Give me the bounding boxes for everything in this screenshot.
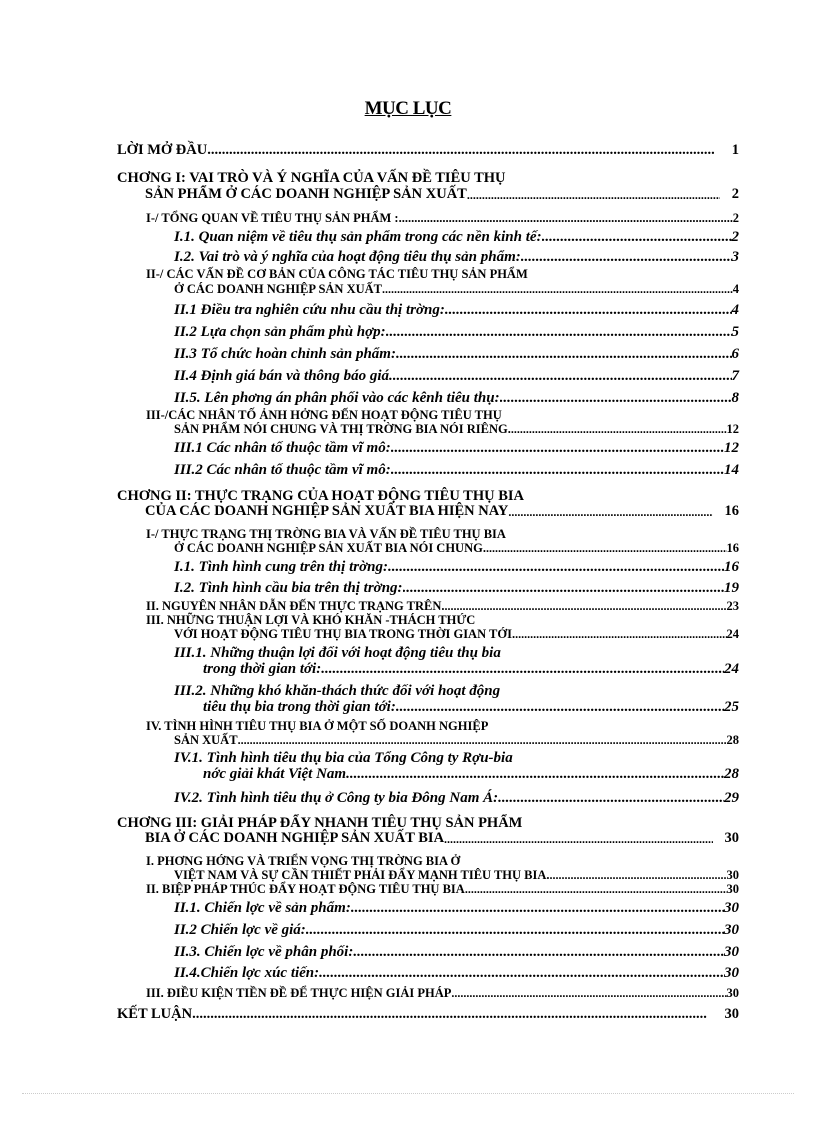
toc-entry-3-1[interactable]: VIỆT NAM VÀ SỰ CẦN THIẾT PHẢI ĐẨY MẠNH TIÊU THỤ BIA. ..... 30 (174, 868, 739, 883)
toc-entry-chapter-1[interactable]: SẢN PHẨM Ở CÁC DOANH NGHIỆP SẢN XUẤT ..... 2 (145, 186, 739, 203)
toc-entry-1-2-2[interactable]: II.2 Lựa chọn sản phẩm phù hợp: ..... 5 (174, 324, 739, 341)
toc-entry-1-2-5[interactable]: II.5. Lên phơng án phân phối vào các kênh tiêu thụ: ..... 8 (174, 390, 739, 407)
toc-entry-1-2-line1[interactable]: II-/ CÁC VẤN ĐỀ CƠ BẢN CỦA CÔNG TÁC TIÊU THỤ SẢN PHẨM (146, 267, 528, 281)
toc-entry-2-1[interactable]: Ở CÁC DOANH NGHIỆP SẢN XUẤT BIA NÓI CHUNG. ..... 16 (174, 541, 739, 556)
toc-entry-2-4-1-line1[interactable]: IV.1. Tình hình tiêu thụ bia của Tổng Công ty Rợu-bia (174, 750, 513, 766)
toc-entry-chapter-3-line1[interactable]: CHƠNG III: GIẢI PHÁP ĐẨY NHANH TIÊU THỤ SẢN PHẨM (117, 815, 523, 831)
toc-entry-3-3[interactable]: III. ĐIỀU KIỆN TIỀN ĐỀ ĐỂ THỰC HIỆN GIẢI PHÁP ..... 30 (146, 986, 739, 1001)
toc-entry-2-3-1-line1[interactable]: III.1. Những thuận lợi đối với hoạt động tiêu thụ bia (174, 645, 501, 661)
toc-entry-2-1-line1[interactable]: I-/ THỰC TRẠNG THỊ TRỜNG BIA VÀ VẤN ĐỀ TIÊU THỤ BIA (146, 527, 506, 541)
toc-entry-2-1-2[interactable]: I.2. Tình hình cầu bia trên thị trờng: ..... 19 (174, 580, 739, 597)
toc-entry-chapter-2-line1[interactable]: CHƠNG II: THỰC TRẠNG CỦA HOẠT ĐỘNG TIÊU THỤ BIA (117, 488, 525, 504)
toc-entry-chapter-2[interactable]: CỦA CÁC DOANH NGHIỆP SẢN XUẤT BIA HIỆN NAY ..... 16 (145, 503, 739, 520)
toc-entry-1-1[interactable]: I-/ TỔNG QUAN VỀ TIÊU THỤ SẢN PHẨM : ..... 2 (146, 211, 739, 226)
toc-entry-1-3[interactable]: SẢN PHẨM NÓI CHUNG VÀ THỊ TRỜNG BIA NÓI RIÊNG. ..... 12 (174, 422, 739, 437)
toc-entry-1-2[interactable]: Ở CÁC DOANH NGHIỆP SẢN XUẤT ..... 4 (174, 282, 739, 297)
toc-entry-3-2-3[interactable]: II.3. Chiến lợc về phân phối: ..... 30 (174, 944, 739, 961)
toc-entry-2-3-2[interactable]: tiêu thụ bia trong thời gian tới: ..... 25 (203, 699, 739, 716)
toc-entry-1-3-2[interactable]: III.2 Các nhân tố thuộc tầm vĩ mô: ..... 14 (174, 462, 739, 479)
toc-entry-2-3-line1[interactable]: III. NHỮNG THUẬN LỢI VÀ KHÓ KHĂN -THÁCH THỨC (146, 613, 476, 627)
toc-entry-conclusion[interactable]: KẾT LUẬN ..... 30 (117, 1006, 739, 1023)
page-bottom-divider (22, 1093, 794, 1094)
toc-entry-1-2-3[interactable]: II.3 Tổ chức hoàn chỉnh sản phẩm: ..... 6 (174, 346, 739, 363)
toc-entry-2-3-1[interactable]: trong thời gian tới: ..... 24 (203, 661, 739, 678)
toc-entry-chapter-3[interactable]: BIA Ở CÁC DOANH NGHIỆP SẢN XUẤT BIA ..... 30 (145, 830, 739, 847)
toc-entry-1-1-1[interactable]: I.1. Quan niệm về tiêu thụ sản phẩm trong các nền kinh tế: ..... 2 (174, 229, 739, 246)
toc-entry-1-3-line1[interactable]: III-/CÁC NHÂN TỐ ẢNH HỞNG ĐẾN HOẠT ĐỘNG TIÊU THỤ (146, 408, 502, 422)
toc-entry-3-1-line1[interactable]: I. PHƠNG HỚNG VÀ TRIỂN VỌNG THỊ TRỜNG BIA Ở (146, 854, 461, 868)
toc-entry-3-2-2[interactable]: II.2 Chiến lợc về giá: ..... 30 (174, 922, 739, 939)
toc-entry-2-3-2-line1[interactable]: III.2. Những khó khăn-thách thức đối với hoạt động (174, 683, 501, 699)
toc-entry-chapter-1-line1[interactable]: CHƠNG I: VAI TRÒ VÀ Ý NGHĨA CỦA VẤN ĐỀ TIÊU THỤ (117, 170, 506, 186)
toc-entry-3-2-1[interactable]: II.1. Chiến lợc về sản phẩm: ..... 30 (174, 900, 739, 917)
toc-entry-2-4-line1[interactable]: IV. TÌNH HÌNH TIÊU THỤ BIA Ở MỘT SỐ DOANH NGHIỆP (146, 719, 489, 733)
toc-entry-2-2[interactable]: II. NGUYÊN NHÂN DẪN ĐẾN THỰC TRẠNG TRÊN. ..... 23 (146, 599, 739, 614)
toc-entry-3-2[interactable]: II. BIỆP PHÁP THÚC ĐẨY HOẠT ĐỘNG TIÊU THỤ BIA ..... 30 (146, 882, 739, 897)
toc-entry-2-1-1[interactable]: I.1. Tình hình cung trên thị trờng: ..... 16 (174, 559, 739, 576)
toc-entry-2-4-1[interactable]: nớc giải khát Việt Nam. ..... 28 (203, 766, 739, 783)
toc-entry-text: LỜI MỞ ĐẦU (117, 142, 208, 158)
toc-entry-1-2-4[interactable]: II.4 Định giá bán và thông báo giá. ..... 7 (174, 368, 739, 385)
page-title: MỤC LỤC (364, 98, 452, 119)
toc-entry-intro[interactable] (117, 142, 739, 159)
toc-entry-page: 1 (731, 142, 739, 158)
toc-entry-2-4-2[interactable]: IV.2. Tình hình tiêu thụ ở Công ty bia Đông Nam Á: ..... 29 (174, 790, 739, 807)
toc-entry-2-3[interactable]: VỚI HOẠT ĐỘNG TIÊU THỤ BIA TRONG THỜI GIAN TỚI. ..... 24 (174, 627, 739, 642)
toc-entry-3-2-4[interactable]: II.4.Chiến lợc xúc tiến: ..... 30 (174, 965, 739, 982)
toc-entry-2-4[interactable]: SẢN XUẤT ..... 28 (174, 733, 739, 748)
toc-entry-1-1-2[interactable]: I.2. Vai trò và ý nghĩa của hoạt động tiêu thụ sản phẩm: ..... 3 (174, 249, 739, 266)
toc-entry-1-2-1[interactable]: II.1 Điều tra nghiên cứu nhu cầu thị trờng: ..... 4 (174, 302, 739, 319)
toc-entry-1-3-1[interactable]: III.1 Các nhân tố thuộc tầm vĩ mô: ..... 12 (174, 440, 739, 457)
